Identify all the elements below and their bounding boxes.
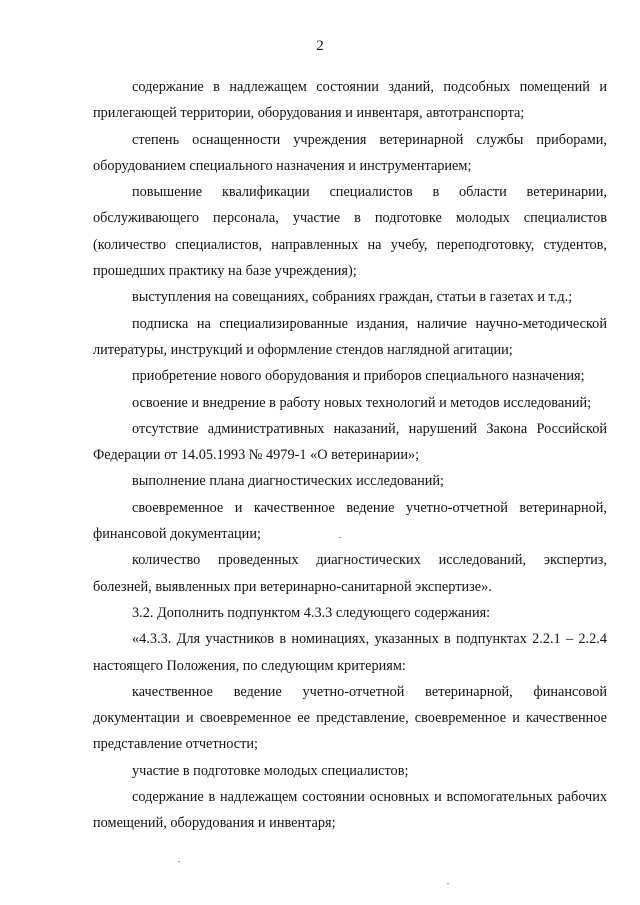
- paragraph-quality-reporting: качественное ведение учетно-отчетной ветеринарной, финансовой документации и своевременное ее представление, своевременное и качественное представление отчетности;: [93, 683, 607, 753]
- scan-speck: [339, 537, 341, 538]
- paragraph-buildings-maintenance: содержание в надлежащем состоянии зданий, подсобных помещений и прилегающей территории, оборудования и инвентаря, автотранспорта;: [93, 79, 607, 122]
- paragraph-new-technologies: освоение и внедрение в работу новых технологий и методов исследований;: [132, 394, 592, 411]
- page-number: 2: [316, 38, 324, 54]
- paragraph-clause-3-2: 3.2. Дополнить подпунктом 4.3.3 следующего содержания:: [132, 604, 491, 621]
- paragraph-new-equipment: приобретение нового оборудования и приборов специального назначения;: [132, 368, 585, 385]
- paragraph-documentation: своевременное и качественное ведение учетно-отчетной ветеринарной, финансовой документации;: [93, 499, 607, 543]
- paragraph-diagnostics-count: количество проведенных диагностических исследований, экспертиз, болезней, выявленных при ветеринарно-санитарной экспертизе».: [93, 552, 607, 595]
- scan-speck: [178, 861, 180, 862]
- paragraph-public-speaking: выступления на совещаниях, собраниях граждан, статьи в газетах и т.д.;: [132, 289, 573, 306]
- paragraph-premises-maintenance: содержание в надлежащем состоянии основных и вспомогательных рабочих помещений, оборудования и инвентаря;: [93, 789, 607, 832]
- paragraph-no-violations: отсутствие административных наказаний, нарушений Закона Российской Федерации от 14.05.1993 № 4979-1 «О ветеринарии»;: [93, 420, 607, 464]
- paragraph-clause-4-3-3: «4.3.3. Для участников в номинациях, указанных в подпунктах 2.2.1 – 2.2.4 настоящего Положения, по следующим критериям:: [93, 631, 607, 674]
- paragraph-qualification: повышение квалификации специалистов в области ветеринарии, обслуживающего персонала, участие в подготовке молодых специалистов (количество специалистов, направленных на учебу, переподготовку, студентов, прошедших практику на базе учреждения);: [93, 184, 607, 280]
- document-body: [93, 74, 607, 837]
- scan-speck: [447, 883, 449, 884]
- paragraph-equipment-level: степень оснащенности учреждения ветеринарной службы приборами, оборудованием специального назначения и инструментарием;: [93, 131, 607, 174]
- paragraph-subscriptions: подписка на специализированные издания, наличие научно-методической литературы, инструкций и оформление стендов наглядной агитации;: [93, 315, 607, 358]
- paragraph-diagnostics-plan: выполнение плана диагностических исследований;: [132, 473, 445, 490]
- paragraph-young-specialists: участие в подготовке молодых специалистов;: [132, 762, 409, 779]
